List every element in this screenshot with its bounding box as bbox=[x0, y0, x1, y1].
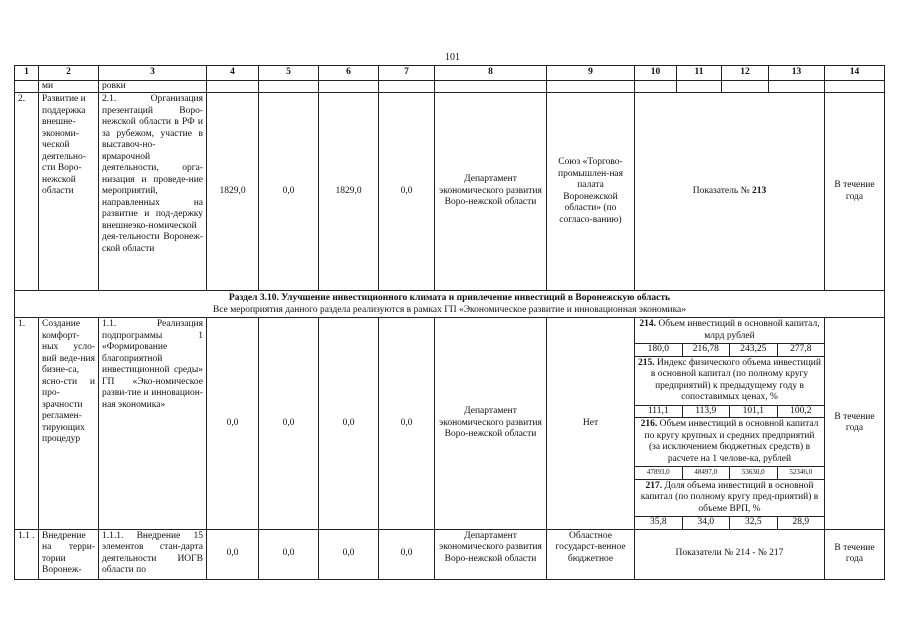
executor: Департамент экономического развития Воро-нежской области bbox=[435, 529, 547, 579]
term: В течение года bbox=[825, 318, 885, 530]
term: В течение года bbox=[825, 93, 885, 291]
funding-federal: 0,0 bbox=[259, 529, 319, 579]
indicator-value: 47893,0 bbox=[635, 467, 683, 479]
cont-measure: ровки bbox=[99, 80, 207, 93]
funding-total: 1829,0 bbox=[207, 93, 259, 291]
indicator-values bbox=[635, 406, 824, 419]
indicator-title: 216. Объем инвестиций в основной капитал по кругу крупных и средних предприятий (за исключением бюджетных средств) в расчете на 1 челове-ка, рублей bbox=[635, 418, 824, 467]
indicator-title: 215. Индекс физического объема инвестиций в основной капитал (по полному кругу предприятий) к предыдущему году в сопоставимых ценах, % bbox=[635, 357, 824, 406]
cont-name: ми bbox=[39, 80, 99, 93]
indicator-value: 28,9 bbox=[792, 517, 810, 527]
continuation-row bbox=[15, 80, 885, 93]
col-header: 5 bbox=[259, 66, 319, 81]
page-number: 101 bbox=[445, 52, 460, 63]
col-header: 6 bbox=[319, 66, 379, 81]
funding-total: 0,0 bbox=[207, 318, 259, 530]
funding-other: 0,0 bbox=[379, 93, 435, 291]
funding-other: 0,0 bbox=[379, 529, 435, 579]
indicators-block bbox=[635, 318, 825, 530]
indicator-title: 217. Доля объема инвестиций в основной капитал (по полному кругу пред-приятий) в объеме ВРП, % bbox=[635, 480, 824, 518]
col-header: 12 bbox=[722, 66, 769, 81]
indicator-values bbox=[635, 344, 824, 357]
co-executor: Союз «Торгово-промышлен-ная палата Воронежской области» (по согласо-ванию) bbox=[547, 93, 635, 291]
funding-federal: 0,0 bbox=[259, 93, 319, 291]
indicator-values bbox=[635, 467, 824, 480]
indicator-value: 277,8 bbox=[790, 344, 812, 354]
col-header: 7 bbox=[379, 66, 435, 81]
col-header: 4 bbox=[207, 66, 259, 81]
co-executor: Нет bbox=[547, 318, 635, 530]
col-header: 13 bbox=[769, 66, 825, 81]
col-header: 14 bbox=[825, 66, 885, 81]
funding-total: 0,0 bbox=[207, 529, 259, 579]
funding-federal: 0,0 bbox=[259, 318, 319, 530]
indicator-value: 100,2 bbox=[790, 405, 812, 416]
measure-text: 1.1. Реализация подпрограммы 1 «Формирование благоприятной инвестиционной среды» ГП «Эко-номическое разви-тие и инновацион-ная экономика» bbox=[99, 318, 207, 530]
table-row bbox=[15, 318, 885, 530]
co-executor: Областное государст-венное бюджетное bbox=[547, 529, 635, 579]
task-name: Развитие и поддержка внешне-экономи-ческой деятельно-сти Воро-нежской области bbox=[39, 93, 99, 291]
funding-regional: 1829,0 bbox=[319, 93, 379, 291]
indicator-value: 243,25 bbox=[730, 344, 778, 356]
task-name: Создание комфорт-ных усло-вий веде-ния бизне-са, ясно-сти и про-зрачности регламен-тирующих процедур bbox=[39, 318, 99, 530]
col-header: 10 bbox=[635, 66, 677, 81]
section-title: Раздел 3.10. Улучшение инвестиционного климата и привлечение инвестиций в Воронежскую область bbox=[228, 293, 671, 303]
indicator-value: 101,1 bbox=[730, 406, 778, 418]
task-name: Внедрение на терри-тории Воронеж- bbox=[39, 529, 99, 579]
measures-table bbox=[14, 65, 885, 580]
funding-regional: 0,0 bbox=[319, 529, 379, 579]
indicator-value: 113,9 bbox=[683, 406, 731, 418]
indicator-ref: Показатель № 213 bbox=[635, 93, 825, 291]
col-header: 3 bbox=[99, 66, 207, 81]
funding-other: 0,0 bbox=[379, 318, 435, 530]
col-header: 2 bbox=[39, 66, 99, 81]
col-header: 11 bbox=[677, 66, 722, 81]
funding-regional: 0,0 bbox=[319, 318, 379, 530]
indicator-value: 32,5 bbox=[730, 517, 778, 529]
indicator-ref: Показатели № 214 - № 217 bbox=[635, 529, 825, 579]
indicator-value: 111,1 bbox=[635, 406, 683, 418]
indicator-value: 180,0 bbox=[635, 344, 683, 356]
indicator-value: 48497,0 bbox=[683, 467, 731, 479]
table-row bbox=[15, 529, 885, 579]
measure-text: 1.1.1. Внедрение 15 элементов стан-дарта деятельности ИОГВ области по bbox=[99, 529, 207, 579]
section-subtitle: Все мероприятия данного раздела реализуются в рамках ГП «Экономическое развитие и инновационная экономика» bbox=[212, 304, 687, 315]
table-row bbox=[15, 93, 885, 291]
indicator-value: 52346,0 bbox=[789, 468, 813, 476]
indicator-title: 214. Объем инвестиций в основной капитал, млрд рублей bbox=[635, 318, 824, 344]
executor: Департамент экономического развития Воро-нежской области bbox=[435, 93, 547, 291]
section-row bbox=[15, 291, 885, 318]
indicator-value: 34,0 bbox=[683, 517, 731, 529]
col-header: 1 bbox=[15, 66, 39, 81]
executor: Департамент экономического развития Воро-нежской области bbox=[435, 318, 547, 530]
col-header: 8 bbox=[435, 66, 547, 81]
col-header: 9 bbox=[547, 66, 635, 81]
row-number: 2. bbox=[15, 93, 39, 291]
indicator-value: 216,78 bbox=[683, 344, 731, 356]
indicator-value: 53630,0 bbox=[730, 467, 778, 479]
indicator-values bbox=[635, 517, 824, 529]
row-number: 1.1 . bbox=[15, 529, 39, 579]
header-row bbox=[15, 66, 885, 81]
measure-text: 2.1. Организация презентаций Воро-нежской области в РФ и за рубежом, участие в выставоч-но-ярмарочной деятельности, орга-низация и проведе-ние мероприятий, направленных на развитие и под-держку внешнеэко-номической дея-тельности Воронеж-ской области bbox=[99, 93, 207, 291]
term: В течение года bbox=[825, 529, 885, 579]
row-number: 1. bbox=[15, 318, 39, 530]
indicator-value: 35,8 bbox=[635, 517, 683, 529]
